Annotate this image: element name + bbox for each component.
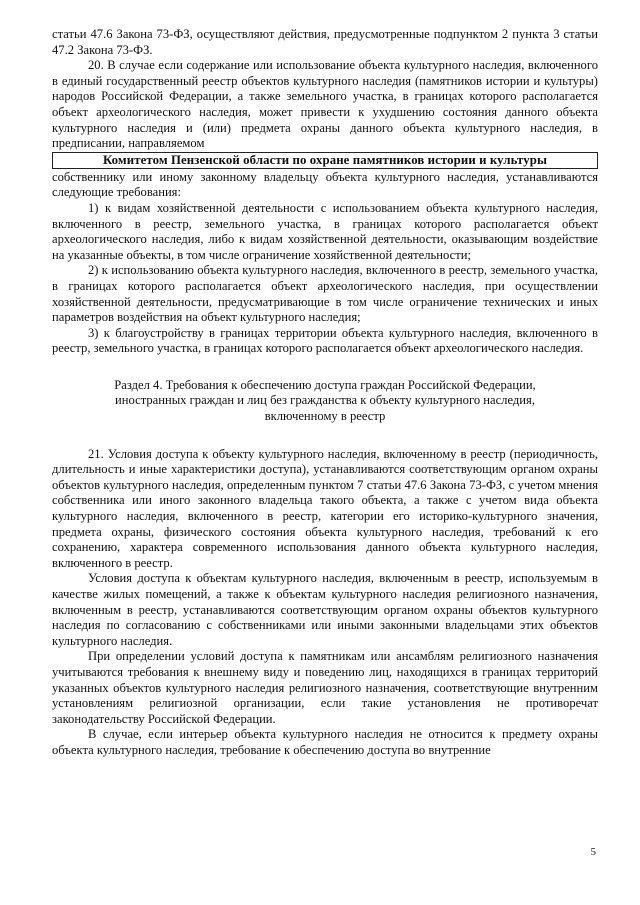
list-item-2: 2) к использованию объекта культурного наследия, включенного в реестр, земельного участка, в границах которого располагается объект археологического наследия, при осуществлении хозяйственной деятельности, предусматривающие в том числе ограничение технических и иных параметров воздействия на объект культурного наследия;: [52, 263, 598, 325]
section-title-line: Раздел 4. Требования к обеспечению доступа граждан Российской Федерации,: [114, 377, 536, 392]
paragraph-owner-requirements: собственнику или иному законному владельцу объекта культурного наследия, устанавливаются следующие требования:: [52, 169, 598, 200]
paragraph-21: 21. Условия доступа к объекту культурного наследия, включенному в реестр (периодичность, длительность и иные характеристики доступа), устанавливаются соответствующим органом охраны объектов культурного наследия, определенным пунктом 7 статьи 47.6 Закона 73-ФЗ, с учетом мнения собственника или иного законного владельца такого объекта, а также с учетом вида объекта культурного наследия, включенного в реестр, категории его историко-культурного значения, предмета охраны, физического состояния объекта культурного наследия, требований к его сохранению, характера современного использования данного объекта культурного наследия, включенного в реестр.: [52, 446, 598, 570]
list-item-1: 1) к видам хозяйственной деятельности с использованием объекта культурного наследия, включенного в реестр, земельного участка, в границах которого располагается объект археологического наследия, либо к видам хозяйственной деятельности, оказывающим воздействие на указанные объекты, в том числе ограничение хозяйственной деятельности;: [52, 200, 598, 262]
section-title-line: включенному в реестр: [264, 409, 386, 424]
paragraph-20: 20. В случае если содержание или использование объекта культурного наследия, включенного в единый государственный реестр объектов культурного наследия (памятников истории и культуры) народов Российской Федерации, а также земельного участка, в границах которого располагается объект археологического наследия, может привести к ухудшению состояния данного объекта культурного наследия и (или) предмета охраны данного объекта культурного наследия, в предписании, направляемом: [52, 58, 598, 151]
section-title-line: иностранных граждан и лиц без гражданства к объекту культурного наследия,: [115, 393, 535, 408]
paragraph-interior: В случае, если интерьер объекта культурного наследия не относится к предмету охраны объекта культурного наследия, требование к обеспечению доступа во внутренние: [52, 727, 598, 757]
document-page: [52, 27, 598, 759]
paragraph-religious-objects: При определении условий доступа к памятникам или ансамблям религиозного назначения учитываются требования к внешнему виду и поведению лиц, находящихся в границах территорий указанных объектов культурного наследия религиозного назначения, соответствующие внутренним установлениям религиозной организации, если такие установления не противоречат законодательству Российской Федерации.: [52, 649, 598, 726]
section-title: [52, 378, 598, 425]
page-number: 5: [590, 846, 596, 858]
paragraph-access-conditions: Условия доступа к объектам культурного наследия, включенным в реестр, используемым в качестве жилых помещений, а также к объектам культурного наследия религиозного назначения, включенным в реестр, устанавливаются соответствующим органом охраны объектов культурного наследия по согласованию с собственниками или иными законными владельцами этих объектов культурного наследия.: [52, 571, 598, 648]
committee-stamp: Комитетом Пензенской области по охране памятников истории и культуры: [52, 152, 598, 169]
list-item-3: 3) к благоустройству в границах территории объекта культурного наследия, включенного в реестр, земельного участка, в границах которого располагается объект археологического наследия.: [52, 325, 598, 356]
paragraph-continuation: статьи 47.6 Закона 73-ФЗ, осуществляют действия, предусмотренные подпунктом 2 пункта 3 статьи 47.2 Закона 73-ФЗ.: [52, 27, 598, 57]
